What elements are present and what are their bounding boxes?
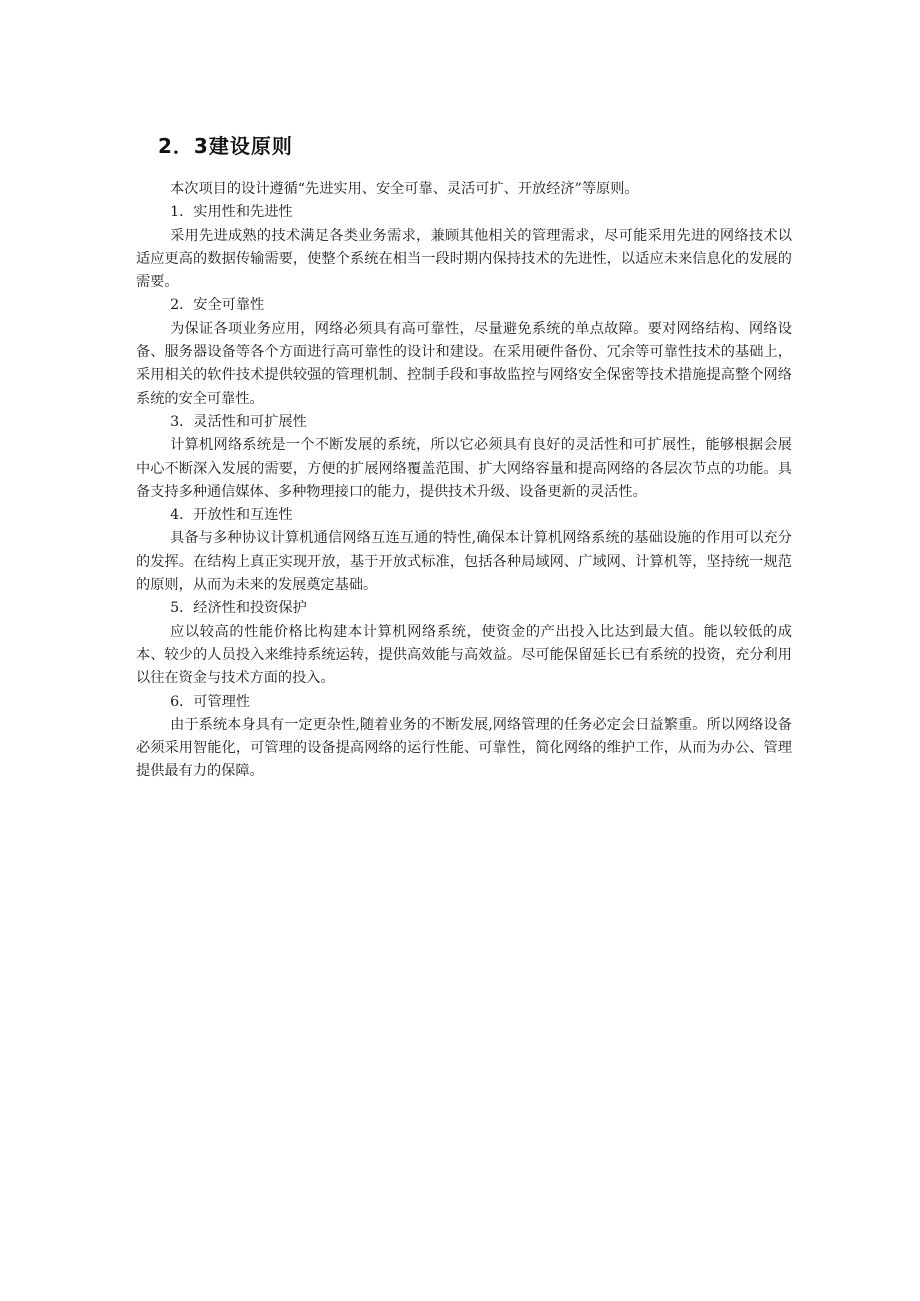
principle-1-body: 采用先进成熟的技术满足各类业务需求，兼顾其他相关的管理需求，尽可能采用先进的网络技术以适应更高的数据传输需要，使整个系统在相当一段时期内保持技术的先进性，以适应未来信息化的发展的需要。 <box>136 227 792 291</box>
principle-5-title: 5．经济性和投资保护 <box>170 600 307 617</box>
principle-3-title: 3．灵活性和可扩展性 <box>170 413 307 430</box>
section-heading: 2．3建设原则 <box>158 134 293 158</box>
intro-paragraph: 本次项目的设计遵循“先进实用、安全可靠、灵活可扩、开放经济”等原则。 <box>170 181 639 197</box>
principle-1-title: 1．实用性和先进性 <box>170 204 293 221</box>
principle-4-body: 具备与多种协议计算机通信网络互连互通的特性,确保本计算机网络系统的基础设施的作用可以充分的发挥。在结构上真正实现开放，基于开放式标准，包括各种局域网、广域网、计算机等，坚持统一规范的原则，从而为未来的发展奠定基础。 <box>136 530 792 594</box>
principle-2-title: 2．安全可靠性 <box>170 297 265 314</box>
principle-6-body: 由于系统本身具有一定更杂性,随着业务的不断发展,网络管理的任务必定会日益繁重。所以网络设备必须采用智能化，可管理的设备提高网络的运行性能、可靠性，简化网络的维护工作，从而为办公、管理提供最有力的保障。 <box>136 716 792 780</box>
principle-4-title: 4．开放性和互连性 <box>170 507 293 524</box>
document-body <box>136 178 792 784</box>
principle-6-title: 6．可管理性 <box>170 693 251 710</box>
principle-2-body: 为保证各项业务应用，网络必须具有高可靠性，尽量避免系统的单点故障。要对网络结构、网络设备、服务器设备等各个方面进行高可靠性的设计和建设。在采用硬件备份、冗余等可靠性技术的基础上，采用相关的软件技术提供较强的管理机制、控制手段和事故监控与网络安全保密等技术措施提高整个网络系统的安全可靠性。 <box>136 320 792 407</box>
principle-3-body: 计算机网络系统是一个不断发展的系统，所以它必须具有良好的灵活性和可扩展性，能够根据会展中心不断深入发展的需要，方便的扩展网络覆盖范围、扩大网络容量和提高网络的各层次节点的功能。具备支持多种通信媒体、多种物理接口的能力，提供技术升级、设备更新的灵活性。 <box>136 437 792 500</box>
principle-5-body: 应以较高的性能价格比构建本计算机网络系统，使资金的产出投入比达到最大值。能以较低的成本、较少的人员投入来维持系统运转，提供高效能与高效益。尽可能保留延长已有系统的投资，充分利用以往在资金与技术方面的投入。 <box>136 623 792 687</box>
